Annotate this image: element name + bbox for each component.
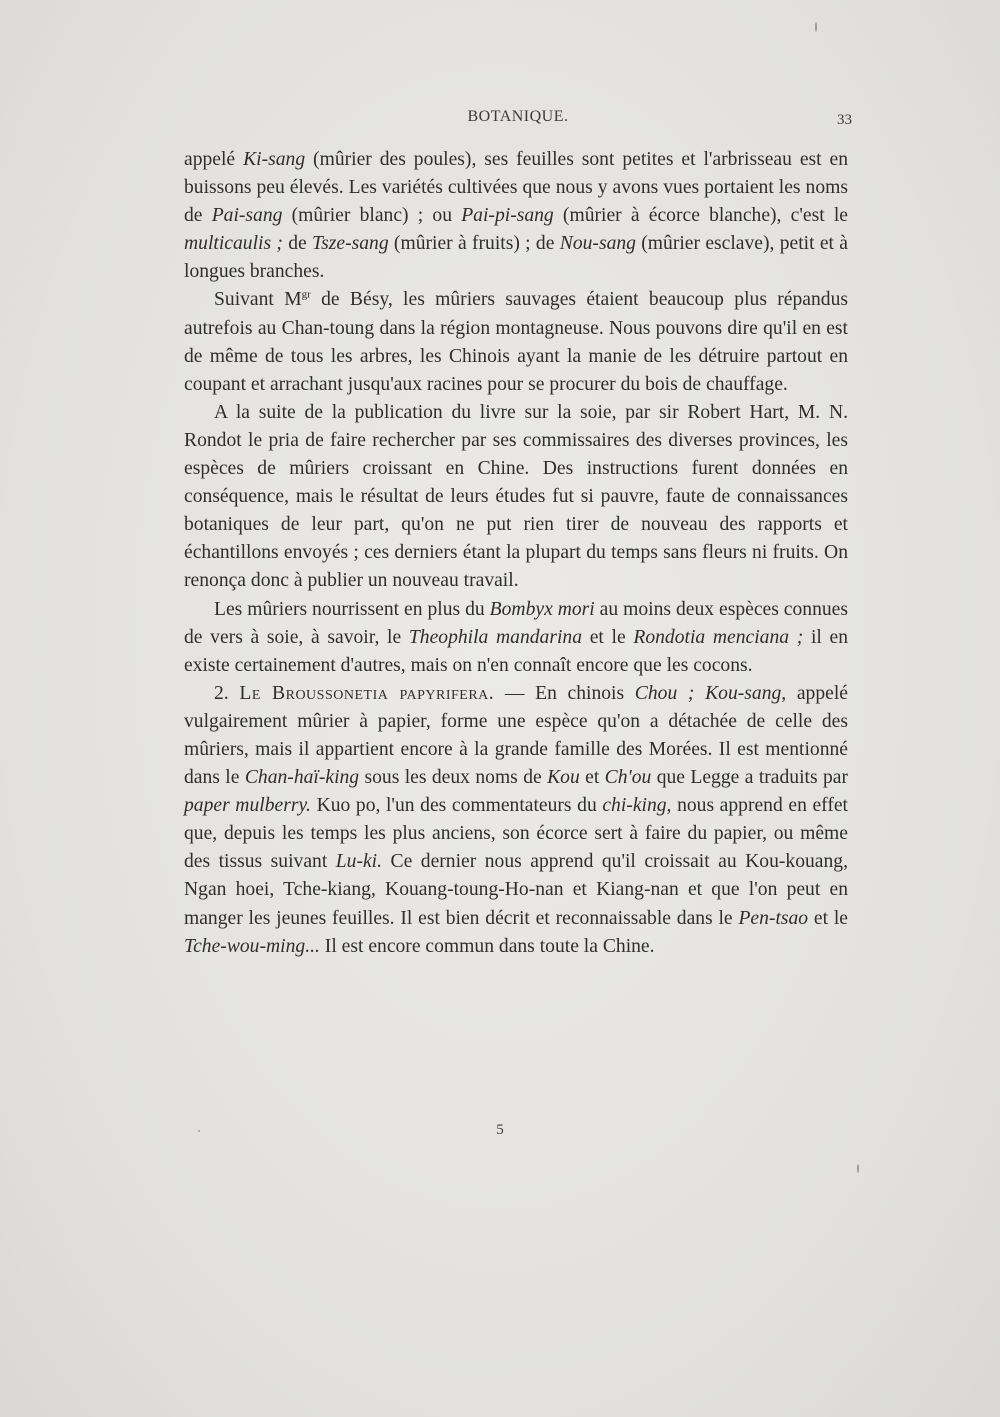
text-run: sous les deux noms de <box>359 767 548 789</box>
paragraph <box>184 680 848 961</box>
text-run: A la suite de la publication du livre sur la soie, par sir Robert Hart, M. N. Rondot le pria de faire rechercher par ses commissaires des diverses provinces, les espèces de mûriers croissant en Chine. Des instructions furent données en conséquence, mais le résultat de leurs études fut si pauvre, faute de connaissances botaniques de leur part, qu'on ne put rien tirer de nouveau des rapports et échantillons envoyés ; ces derniers étant la plupart du temps sans fleurs ni fruits. On renonça donc à publier un nouveau travail. <box>184 401 848 592</box>
text-run: et le <box>582 626 634 648</box>
paragraph <box>184 146 848 286</box>
italic-term: Ch'ou <box>604 767 652 789</box>
text-run: (mûrier à écorce blanche), c'est le <box>553 205 848 227</box>
text-run: et <box>579 767 605 789</box>
italic-term: paper mulberry. <box>184 795 311 817</box>
running-title: BOTANIQUE. <box>467 108 569 125</box>
text-run: de <box>282 233 313 255</box>
italic-term: Pai-pi-sang <box>461 205 554 227</box>
text-run: au moins deux espèces connues de vers à soie, à savoir, le <box>184 598 848 648</box>
text-run: et le <box>808 907 849 929</box>
page-header <box>184 108 852 136</box>
italic-term: chi-king, <box>602 795 672 817</box>
text-run: (mûrier des poules), ses feuilles sont petites et l'arbrisseau est en buissons peu élevés. Les variétés cultivées que nous y avons vues portaient les noms de <box>184 149 849 227</box>
text-run: 2. <box>214 682 240 704</box>
paragraph <box>184 286 848 398</box>
text-run: que Legge a traduits par <box>651 767 848 789</box>
text-run: de Bésy, les mûriers sauvages étaient beaucoup plus répandus autrefois au Chan-toung dans la région montagneuse. Nous pouvons dire qu'il en est de même de tous les arbres, les Chinois ayant la manie de les détruire partout en coupant et arrachant jusqu'aux racines pour se procurer du bois de chauffage. <box>184 289 848 395</box>
text-run: (mûrier à fruits) ; de <box>388 233 560 255</box>
text-run: nous apprend en effet que, depuis les temps les plus anciens, son écorce sert à faire du papier, ou même des tissus suivant <box>184 795 848 873</box>
page-number: 33 <box>837 112 852 128</box>
italic-term: Nou-sang <box>559 233 636 255</box>
italic-term: Pai-sang <box>211 205 283 227</box>
text-run: Il est encore commun dans toute la Chine. <box>319 935 655 957</box>
text-run: appelé vulgairement mûrier à papier, forme une espèce qu'on a détachée de celle des mûriers, mais il appartient encore à la grande famille des Morées. Il est mentionné dans le <box>184 682 848 789</box>
italic-term: Tche-wou-ming... <box>184 935 320 957</box>
text-run: Kuo po, l'un des commentateurs du <box>310 795 603 817</box>
italic-term: Chou ; Kou-sang, <box>634 682 787 704</box>
italic-term: Pen-tsao <box>738 907 809 929</box>
section-heading: Le Broussonetia papyrifera. <box>239 682 495 704</box>
paragraph <box>184 399 848 596</box>
italic-term: Ki-sang <box>243 149 306 170</box>
text-run: appelé <box>184 149 244 170</box>
italic-term: multicaulis ; <box>184 233 283 255</box>
text-run: (mûrier blanc) ; ou <box>282 205 462 227</box>
superscript: gr <box>301 288 311 301</box>
text-run: Ce dernier nous apprend qu'il croissait au Kou-kouang, Ngan hoei, Tche-kiang, Kouang-toung-Ho-nan et Kiang-nan et que l'on peut en manger les jeunes feuilles. Il est bien décrit et reconnaissable dans le <box>184 851 848 929</box>
text-run: Suivant M <box>214 289 302 311</box>
body-text <box>184 146 848 961</box>
signature-mark: 5 <box>496 1122 504 1138</box>
text-run: il en existe certainement d'autres, mais on n'en connaît encore que les cocons. <box>184 626 849 676</box>
paper-speck <box>857 1164 859 1173</box>
text-run: — En chinois <box>494 682 635 704</box>
italic-term: Bombyx mori <box>489 598 595 620</box>
italic-term: Lu-ki. <box>335 851 383 873</box>
italic-term: Tsze-sang <box>312 233 389 255</box>
paragraph <box>184 596 848 680</box>
text-run: (mûrier esclave), petit et à longues branches. <box>184 233 848 283</box>
italic-term: Kou <box>547 767 580 789</box>
italic-term: Chan-haï-king <box>244 767 360 789</box>
text-run: Les mûriers nourrissent en plus du <box>214 598 490 620</box>
italic-term: Rondotia menciana ; <box>633 626 804 648</box>
paper-speck <box>815 22 817 32</box>
italic-term: Theophila mandarina <box>408 626 583 648</box>
